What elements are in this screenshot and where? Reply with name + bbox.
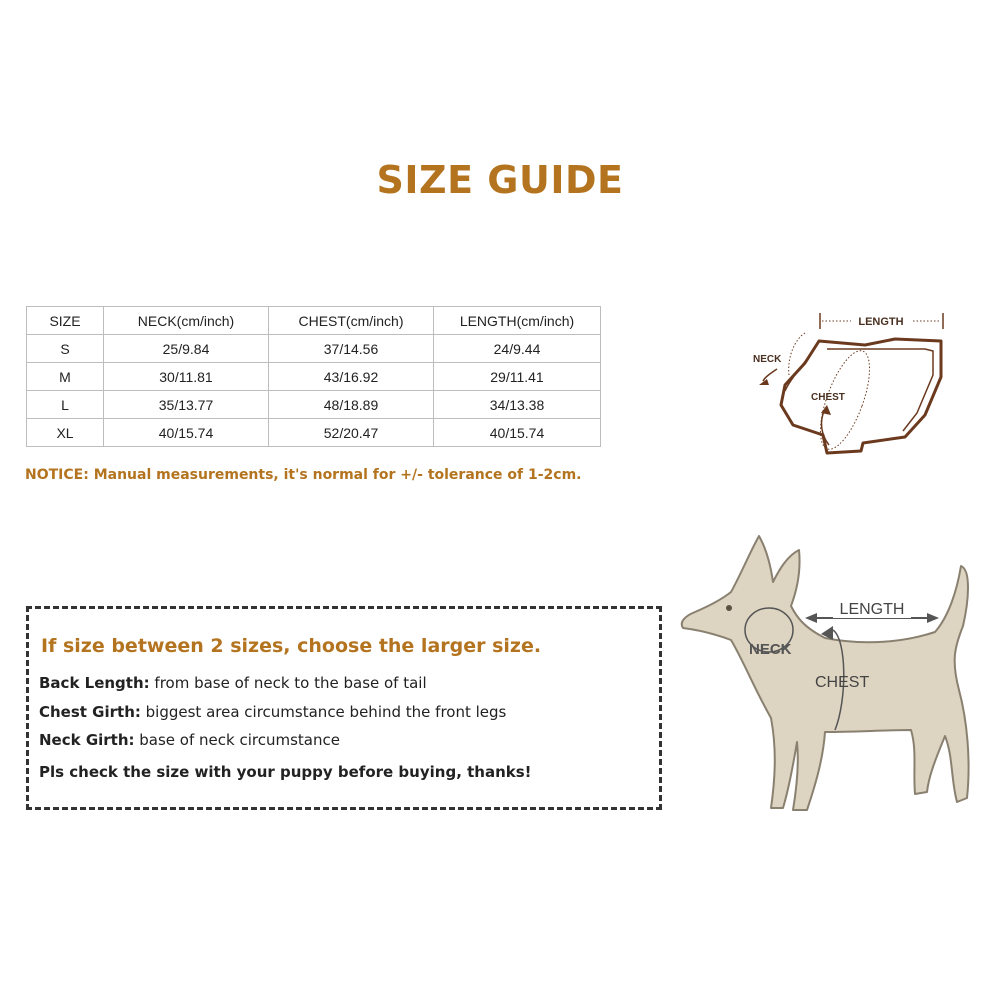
table-cell: 52/20.47 xyxy=(269,419,434,447)
chest-girth-line xyxy=(39,703,506,721)
table-row xyxy=(27,419,601,447)
dog-silhouette xyxy=(682,536,969,810)
garment-length-label: LENGTH xyxy=(858,316,904,328)
garment-neck-opening xyxy=(785,341,819,391)
dog-eye xyxy=(726,605,732,611)
garment-neck-label: NECK xyxy=(753,354,782,365)
table-cell: 43/16.92 xyxy=(269,363,434,391)
back-length-text: from base of neck to the base of tail xyxy=(149,674,427,692)
table-cell: 40/15.74 xyxy=(104,419,269,447)
dog-length-arrow-left xyxy=(805,613,817,623)
table-cell: 40/15.74 xyxy=(434,419,601,447)
table-cell: M xyxy=(27,363,104,391)
garment-outline xyxy=(781,339,941,453)
dog-neck-label: NECK xyxy=(749,641,792,658)
table-row xyxy=(27,335,601,363)
column-header: NECK(cm/inch) xyxy=(104,307,269,335)
garment-diagram xyxy=(745,305,965,470)
column-header: CHEST(cm/inch) xyxy=(269,307,434,335)
table-cell: 48/18.89 xyxy=(269,391,434,419)
column-header: SIZE xyxy=(27,307,104,335)
table-cell: S xyxy=(27,335,104,363)
table-cell: 30/11.81 xyxy=(104,363,269,391)
dog-length-arrow-right xyxy=(927,613,939,623)
chest-girth-label: Chest Girth: xyxy=(39,703,141,721)
advice-headline: If size between 2 sizes, choose the larger size. xyxy=(41,635,542,657)
size-advice-box xyxy=(26,606,662,810)
table-cell: 37/14.56 xyxy=(269,335,434,363)
page-title: SIZE GUIDE xyxy=(376,158,624,202)
closing-note: Pls check the size with your puppy before buying, thanks! xyxy=(39,763,532,781)
dog-diagram xyxy=(675,530,985,820)
table-cell: 34/13.38 xyxy=(434,391,601,419)
size-table xyxy=(26,306,601,447)
table-cell: 24/9.44 xyxy=(434,335,601,363)
back-length-line xyxy=(39,674,427,692)
table-row xyxy=(27,363,601,391)
neck-girth-line xyxy=(39,731,340,749)
dog-length-label: LENGTH xyxy=(839,601,905,618)
table-cell: 29/11.41 xyxy=(434,363,601,391)
table-row xyxy=(27,391,601,419)
chest-girth-text: biggest area circumstance behind the front legs xyxy=(140,703,507,721)
table-cell: 35/13.77 xyxy=(104,391,269,419)
neck-arrow xyxy=(763,369,777,381)
back-length-label: Back Length: xyxy=(39,674,150,692)
notice-text: NOTICE: Manual measurements, it's normal for +/- tolerance of 1-2cm. xyxy=(25,467,582,483)
garment-chest-label: CHEST xyxy=(811,392,845,403)
garment-inner-line xyxy=(827,349,933,431)
dog-chest-label: CHEST xyxy=(815,674,870,691)
neck-dotted-arc xyxy=(789,333,805,375)
table-cell: L xyxy=(27,391,104,419)
table-cell: XL xyxy=(27,419,104,447)
neck-girth-text: base of neck circumstance xyxy=(134,731,340,749)
table-header-row xyxy=(27,307,601,335)
table-cell: 25/9.84 xyxy=(104,335,269,363)
neck-girth-label: Neck Girth: xyxy=(39,731,135,749)
column-header: LENGTH(cm/inch) xyxy=(434,307,601,335)
